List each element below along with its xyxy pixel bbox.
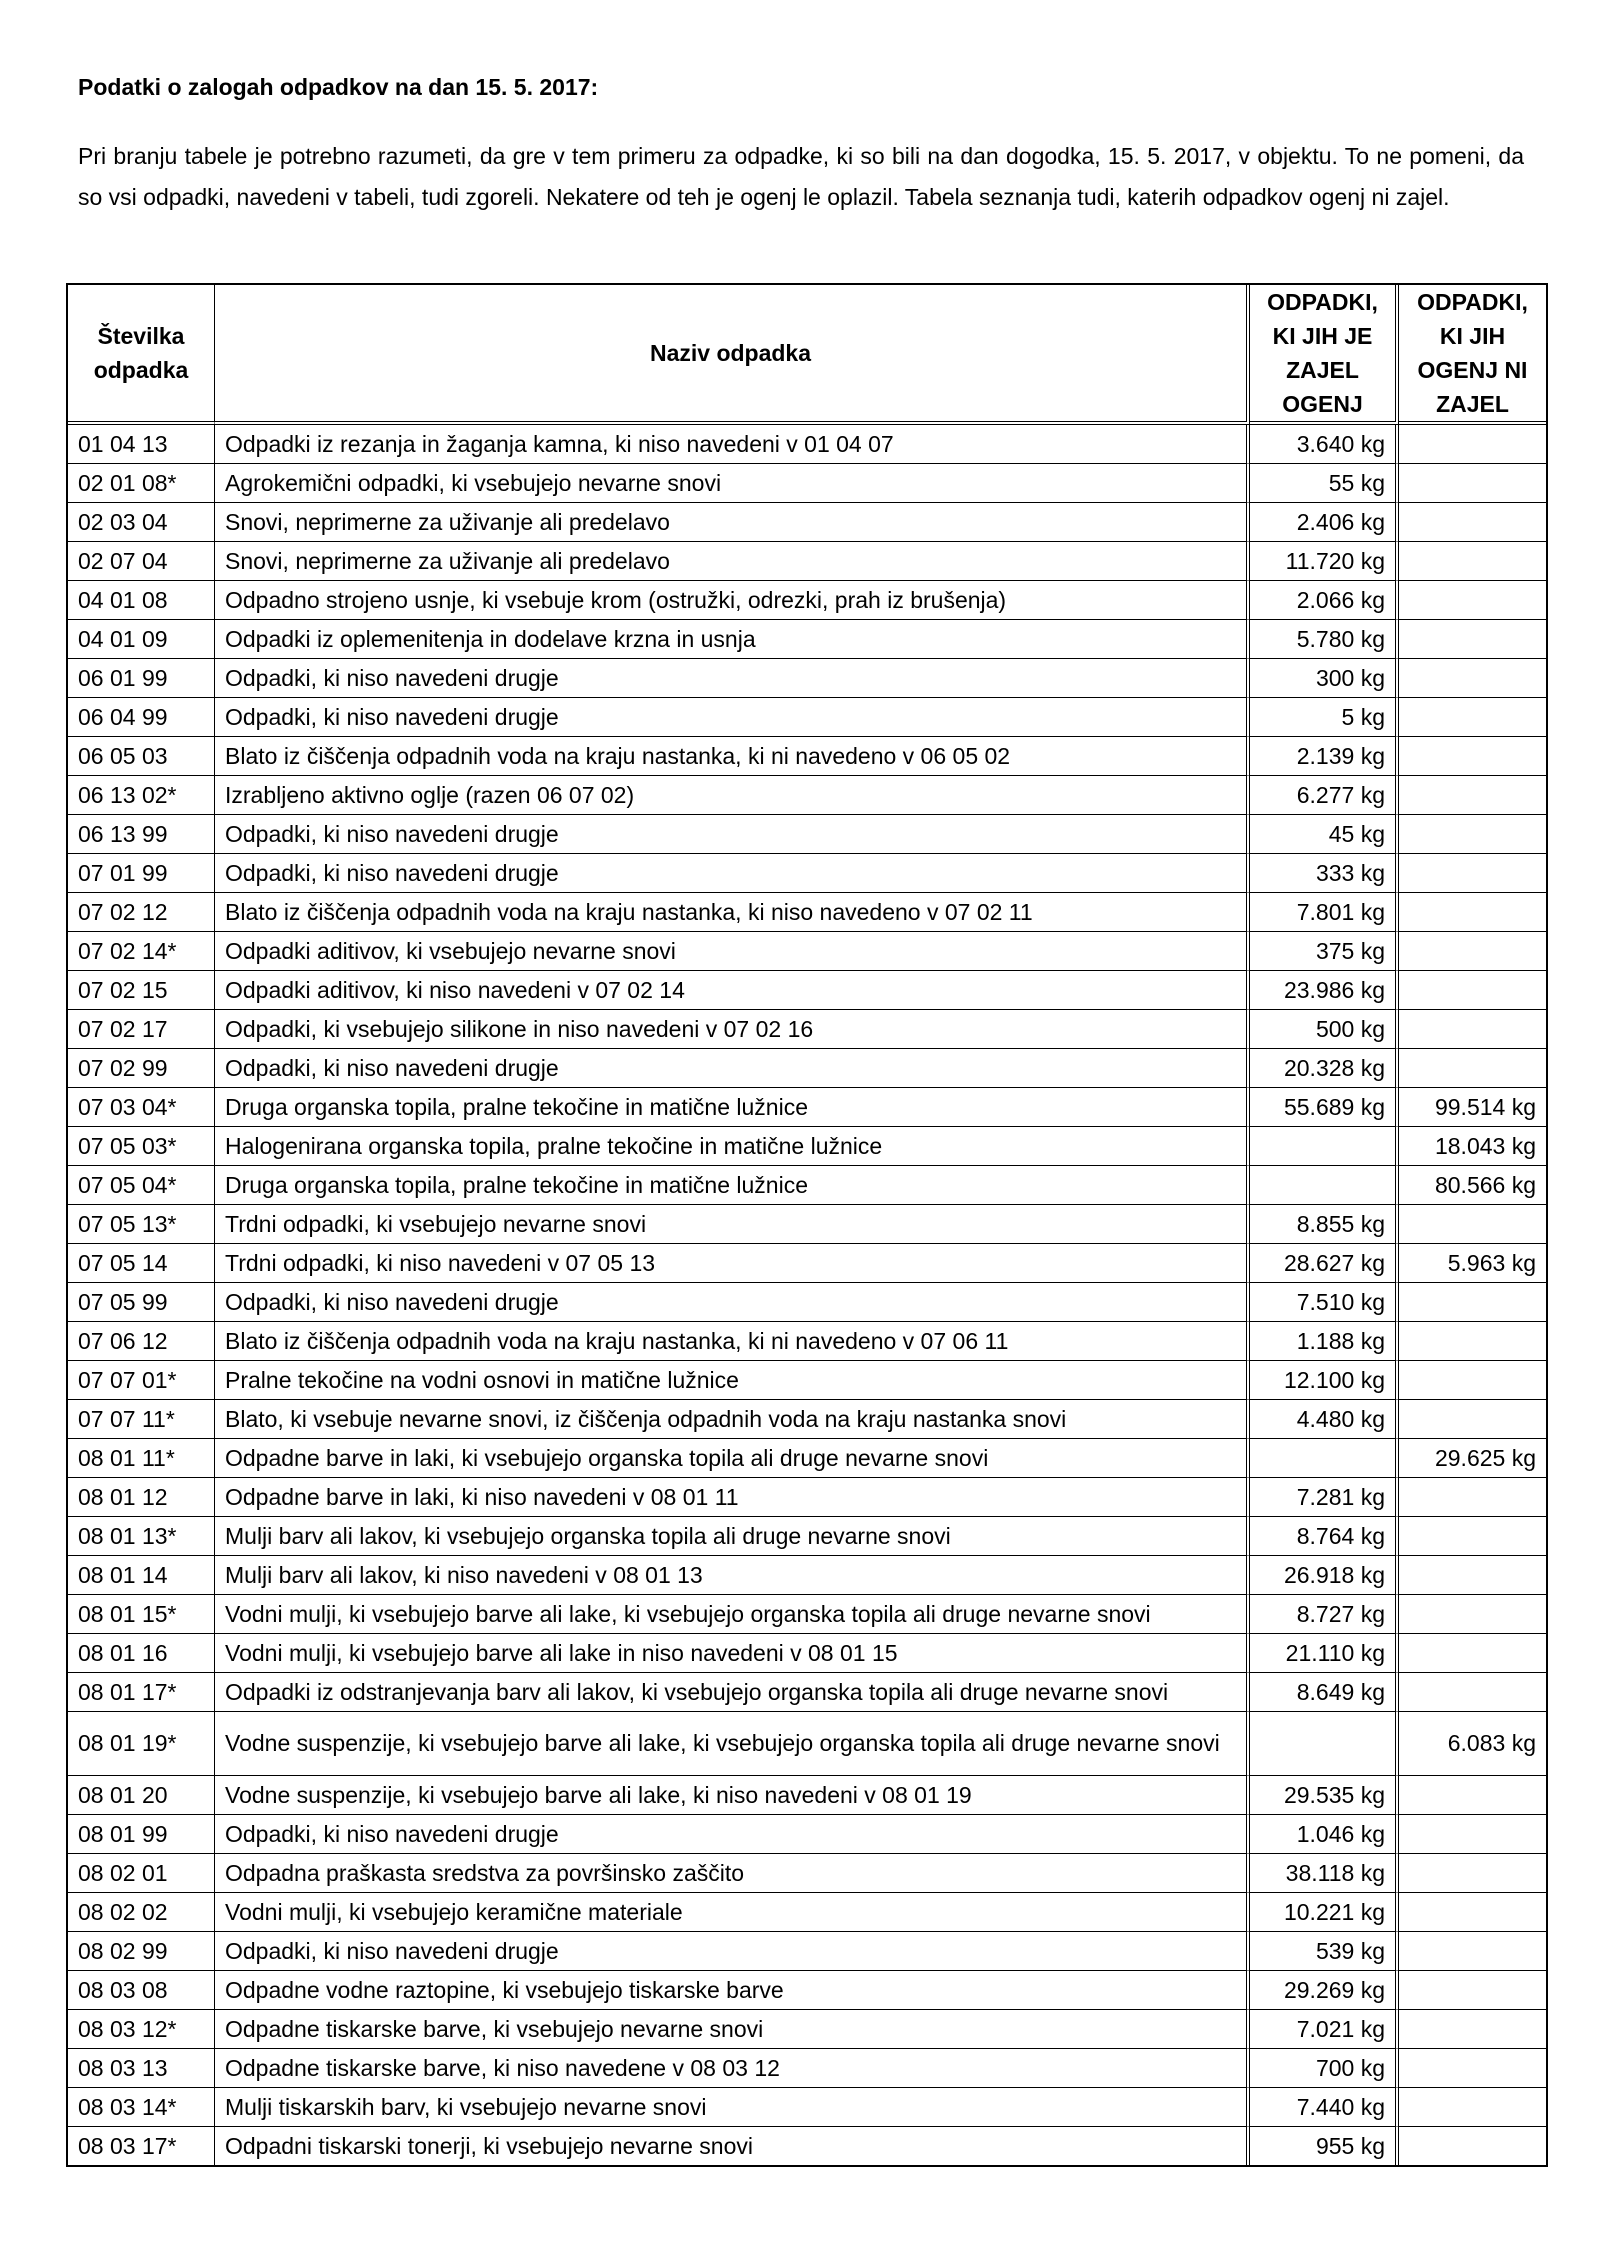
burned-amount-cell: 26.918 kg	[1250, 1556, 1399, 1595]
waste-code-cell: 07 01 99	[68, 854, 215, 893]
waste-code-cell: 08 03 08	[68, 1971, 215, 2010]
table-row	[68, 1088, 1546, 1127]
burned-amount-cell: 5 kg	[1250, 698, 1399, 737]
table-row	[68, 464, 1546, 503]
waste-code-cell: 08 01 15*	[68, 1595, 215, 1634]
header-waste-name: Naziv odpadka	[215, 285, 1250, 425]
waste-name-cell: Odpadki, ki niso navedeni drugje	[215, 815, 1250, 854]
waste-name-cell: Blato iz čiščenja odpadnih voda na kraju nastanka, ki niso navedeno v 07 02 11	[215, 893, 1250, 932]
table-row	[68, 698, 1546, 737]
table-row	[68, 1400, 1546, 1439]
table-row	[68, 1815, 1546, 1854]
waste-code-cell: 08 01 14	[68, 1556, 215, 1595]
burned-amount-cell: 7.281 kg	[1250, 1478, 1399, 1517]
waste-code-cell: 02 01 08*	[68, 464, 215, 503]
waste-name-cell: Blato iz čiščenja odpadnih voda na kraju nastanka, ki ni navedeno v 06 05 02	[215, 737, 1250, 776]
burned-amount-cell: 5.780 kg	[1250, 620, 1399, 659]
burned-amount-cell: 1.046 kg	[1250, 1815, 1399, 1854]
table-row	[68, 1517, 1546, 1556]
burned-amount-cell: 333 kg	[1250, 854, 1399, 893]
burned-amount-cell: 7.801 kg	[1250, 893, 1399, 932]
table-row	[68, 659, 1546, 698]
waste-name-cell: Blato, ki vsebuje nevarne snovi, iz čiščenja odpadnih voda na kraju nastanka snovi	[215, 1400, 1250, 1439]
table-row	[68, 2010, 1546, 2049]
waste-code-cell: 07 05 13*	[68, 1205, 215, 1244]
waste-code-cell: 08 01 19*	[68, 1712, 215, 1776]
unburned-amount-cell	[1399, 737, 1546, 776]
document-title: Podatki o zalogah odpadkov na dan 15. 5. 2017:	[78, 74, 599, 100]
table-row	[68, 1634, 1546, 1673]
burned-amount-cell: 2.139 kg	[1250, 737, 1399, 776]
table-row	[68, 1283, 1546, 1322]
waste-inventory-table	[66, 283, 1548, 2167]
waste-name-cell: Odpadki iz odstranjevanja barv ali lakov, ki vsebujejo organska topila ali druge nevarne snovi	[215, 1673, 1250, 1712]
unburned-amount-cell	[1399, 1932, 1546, 1971]
burned-amount-cell: 7.440 kg	[1250, 2088, 1399, 2127]
waste-name-cell: Odpadki iz rezanja in žaganja kamna, ki niso navedeni v 01 04 07	[215, 425, 1250, 464]
waste-name-cell: Snovi, neprimerne za uživanje ali predelavo	[215, 503, 1250, 542]
waste-code-cell: 04 01 08	[68, 581, 215, 620]
table-row	[68, 2088, 1546, 2127]
waste-name-cell: Mulji barv ali lakov, ki vsebujejo organska topila ali druge nevarne snovi	[215, 1517, 1250, 1556]
unburned-amount-cell	[1399, 854, 1546, 893]
table-row	[68, 737, 1546, 776]
unburned-amount-cell	[1399, 1205, 1546, 1244]
waste-code-cell: 07 06 12	[68, 1322, 215, 1361]
table-row	[68, 776, 1546, 815]
table-row	[68, 932, 1546, 971]
waste-code-cell: 08 02 02	[68, 1893, 215, 1932]
table-row	[68, 1712, 1546, 1776]
burned-amount-cell: 8.727 kg	[1250, 1595, 1399, 1634]
waste-code-cell: 07 05 99	[68, 1283, 215, 1322]
burned-amount-cell: 8.764 kg	[1250, 1517, 1399, 1556]
waste-name-cell: Odpadki, ki niso navedeni drugje	[215, 698, 1250, 737]
waste-name-cell: Odpadki aditivov, ki niso navedeni v 07 02 14	[215, 971, 1250, 1010]
burned-amount-cell	[1250, 1712, 1399, 1776]
table-row	[68, 620, 1546, 659]
unburned-amount-cell	[1399, 1556, 1546, 1595]
burned-amount-cell: 300 kg	[1250, 659, 1399, 698]
intro-paragraph: Pri branju tabele je potrebno razumeti, da gre v tem primeru za odpadke, ki so bili na dan dogodka, 15. 5. 2017, v objektu. To ne pomeni, da so vsi odpadki, navedeni v tabeli, tudi zgoreli. Nekatere od teh je ogenj le oplazil. Tabela seznanja tudi, katerih odpadkov ogenj ni zajel.	[78, 143, 1524, 210]
unburned-amount-cell	[1399, 971, 1546, 1010]
waste-name-cell: Odpadki, ki niso navedeni drugje	[215, 659, 1250, 698]
waste-code-cell: 07 03 04*	[68, 1088, 215, 1127]
waste-name-cell: Odpadki, ki niso navedeni drugje	[215, 1815, 1250, 1854]
unburned-amount-cell	[1399, 581, 1546, 620]
waste-name-cell: Odpadne barve in laki, ki niso navedeni v 08 01 11	[215, 1478, 1250, 1517]
waste-code-cell: 08 01 16	[68, 1634, 215, 1673]
waste-name-cell: Odpadne vodne raztopine, ki vsebujejo tiskarske barve	[215, 1971, 1250, 2010]
waste-code-cell: 02 03 04	[68, 503, 215, 542]
table-row	[68, 1049, 1546, 1088]
burned-amount-cell: 4.480 kg	[1250, 1400, 1399, 1439]
waste-name-cell: Odpadki aditivov, ki vsebujejo nevarne snovi	[215, 932, 1250, 971]
table-row	[68, 1439, 1546, 1478]
table-row	[68, 2127, 1546, 2165]
burned-amount-cell: 955 kg	[1250, 2127, 1399, 2165]
waste-code-cell: 08 03 13	[68, 2049, 215, 2088]
burned-amount-cell: 21.110 kg	[1250, 1634, 1399, 1673]
waste-code-cell: 06 13 02*	[68, 776, 215, 815]
burned-amount-cell: 10.221 kg	[1250, 1893, 1399, 1932]
burned-amount-cell: 55.689 kg	[1250, 1088, 1399, 1127]
unburned-amount-cell	[1399, 2049, 1546, 2088]
waste-name-cell: Blato iz čiščenja odpadnih voda na kraju nastanka, ki ni navedeno v 07 06 11	[215, 1322, 1250, 1361]
unburned-amount-cell: 99.514 kg	[1399, 1088, 1546, 1127]
waste-name-cell: Izrabljeno aktivno oglje (razen 06 07 02)	[215, 776, 1250, 815]
table-row	[68, 542, 1546, 581]
unburned-amount-cell	[1399, 2088, 1546, 2127]
waste-code-cell: 07 05 04*	[68, 1166, 215, 1205]
table-row	[68, 1556, 1546, 1595]
waste-code-cell: 06 05 03	[68, 737, 215, 776]
burned-amount-cell: 2.406 kg	[1250, 503, 1399, 542]
waste-code-cell: 07 02 17	[68, 1010, 215, 1049]
waste-code-cell: 07 02 14*	[68, 932, 215, 971]
table-header-row	[68, 285, 1546, 425]
unburned-amount-cell	[1399, 1854, 1546, 1893]
waste-code-cell: 06 13 99	[68, 815, 215, 854]
waste-code-cell: 08 02 01	[68, 1854, 215, 1893]
burned-amount-cell: 28.627 kg	[1250, 1244, 1399, 1283]
unburned-amount-cell: 6.083 kg	[1399, 1712, 1546, 1776]
waste-name-cell: Odpadni tiskarski tonerji, ki vsebujejo nevarne snovi	[215, 2127, 1250, 2165]
waste-name-cell: Mulji tiskarskih barv, ki vsebujejo nevarne snovi	[215, 2088, 1250, 2127]
unburned-amount-cell	[1399, 1478, 1546, 1517]
burned-amount-cell	[1250, 1166, 1399, 1205]
unburned-amount-cell	[1399, 1893, 1546, 1932]
header-unburned-waste: ODPADKI, KI JIH OGENJ NI ZAJEL	[1399, 285, 1546, 425]
table-body	[68, 425, 1546, 2165]
waste-code-cell: 04 01 09	[68, 620, 215, 659]
waste-name-cell: Agrokemični odpadki, ki vsebujejo nevarne snovi	[215, 464, 1250, 503]
unburned-amount-cell: 80.566 kg	[1399, 1166, 1546, 1205]
burned-amount-cell: 11.720 kg	[1250, 542, 1399, 581]
unburned-amount-cell	[1399, 932, 1546, 971]
unburned-amount-cell	[1399, 2010, 1546, 2049]
waste-code-cell: 02 07 04	[68, 542, 215, 581]
unburned-amount-cell	[1399, 776, 1546, 815]
burned-amount-cell: 45 kg	[1250, 815, 1399, 854]
unburned-amount-cell	[1399, 503, 1546, 542]
burned-amount-cell: 375 kg	[1250, 932, 1399, 971]
burned-amount-cell: 55 kg	[1250, 464, 1399, 503]
table-row	[68, 971, 1546, 1010]
unburned-amount-cell	[1399, 1815, 1546, 1854]
table-row	[68, 1776, 1546, 1815]
waste-name-cell: Odpadna praškasta sredstva za površinsko zaščito	[215, 1854, 1250, 1893]
unburned-amount-cell	[1399, 620, 1546, 659]
table-row	[68, 1166, 1546, 1205]
table-row	[68, 1361, 1546, 1400]
waste-name-cell: Vodni mulji, ki vsebujejo barve ali lake in niso navedeni v 08 01 15	[215, 1634, 1250, 1673]
unburned-amount-cell	[1399, 1400, 1546, 1439]
table-row	[68, 854, 1546, 893]
unburned-amount-cell	[1399, 1595, 1546, 1634]
burned-amount-cell	[1250, 1439, 1399, 1478]
burned-amount-cell: 2.066 kg	[1250, 581, 1399, 620]
unburned-amount-cell	[1399, 1776, 1546, 1815]
unburned-amount-cell	[1399, 1673, 1546, 1712]
unburned-amount-cell	[1399, 1361, 1546, 1400]
table-row	[68, 1971, 1546, 2010]
waste-name-cell: Halogenirana organska topila, pralne tekočine in matične lužnice	[215, 1127, 1250, 1166]
table-row	[68, 1127, 1546, 1166]
waste-name-cell: Druga organska topila, pralne tekočine in matične lužnice	[215, 1088, 1250, 1127]
unburned-amount-cell	[1399, 1283, 1546, 1322]
unburned-amount-cell	[1399, 815, 1546, 854]
burned-amount-cell: 8.649 kg	[1250, 1673, 1399, 1712]
waste-name-cell: Snovi, neprimerne za uživanje ali predelavo	[215, 542, 1250, 581]
unburned-amount-cell	[1399, 1517, 1546, 1556]
waste-name-cell: Odpadne barve in laki, ki vsebujejo organska topila ali druge nevarne snovi	[215, 1439, 1250, 1478]
burned-amount-cell: 1.188 kg	[1250, 1322, 1399, 1361]
table-row	[68, 1244, 1546, 1283]
burned-amount-cell: 29.269 kg	[1250, 1971, 1399, 2010]
waste-code-cell: 08 01 11*	[68, 1439, 215, 1478]
table-row	[68, 815, 1546, 854]
waste-name-cell: Odpadki, ki niso navedeni drugje	[215, 1049, 1250, 1088]
unburned-amount-cell	[1399, 893, 1546, 932]
burned-amount-cell	[1250, 1127, 1399, 1166]
table-row	[68, 581, 1546, 620]
burned-amount-cell: 500 kg	[1250, 1010, 1399, 1049]
waste-code-cell: 06 04 99	[68, 698, 215, 737]
waste-name-cell: Odpadne tiskarske barve, ki vsebujejo nevarne snovi	[215, 2010, 1250, 2049]
waste-code-cell: 08 03 17*	[68, 2127, 215, 2165]
waste-name-cell: Odpadki, ki niso navedeni drugje	[215, 854, 1250, 893]
waste-name-cell: Vodni mulji, ki vsebujejo barve ali lake, ki vsebujejo organska topila ali druge nevarne snovi	[215, 1595, 1250, 1634]
waste-code-cell: 07 07 11*	[68, 1400, 215, 1439]
waste-name-cell: Vodni mulji, ki vsebujejo keramične materiale	[215, 1893, 1250, 1932]
burned-amount-cell: 20.328 kg	[1250, 1049, 1399, 1088]
burned-amount-cell: 7.021 kg	[1250, 2010, 1399, 2049]
table-row	[68, 893, 1546, 932]
waste-code-cell: 08 01 20	[68, 1776, 215, 1815]
table-row	[68, 2049, 1546, 2088]
waste-name-cell: Pralne tekočine na vodni osnovi in matične lužnice	[215, 1361, 1250, 1400]
table-row	[68, 1595, 1546, 1634]
waste-code-cell: 07 02 15	[68, 971, 215, 1010]
waste-name-cell: Mulji barv ali lakov, ki niso navedeni v 08 01 13	[215, 1556, 1250, 1595]
unburned-amount-cell	[1399, 425, 1546, 464]
waste-code-cell: 08 01 13*	[68, 1517, 215, 1556]
unburned-amount-cell	[1399, 1634, 1546, 1673]
waste-code-cell: 08 01 17*	[68, 1673, 215, 1712]
unburned-amount-cell	[1399, 1971, 1546, 2010]
burned-amount-cell: 38.118 kg	[1250, 1854, 1399, 1893]
waste-name-cell: Odpadno strojeno usnje, ki vsebuje krom (ostružki, odrezki, prah iz brušenja)	[215, 581, 1250, 620]
unburned-amount-cell	[1399, 659, 1546, 698]
waste-name-cell: Odpadki, ki niso navedeni drugje	[215, 1283, 1250, 1322]
burned-amount-cell: 6.277 kg	[1250, 776, 1399, 815]
waste-code-cell: 08 02 99	[68, 1932, 215, 1971]
table-row	[68, 1854, 1546, 1893]
waste-name-cell: Vodne suspenzije, ki vsebujejo barve ali lake, ki niso navedeni v 08 01 19	[215, 1776, 1250, 1815]
table-row	[68, 1205, 1546, 1244]
waste-code-cell: 06 01 99	[68, 659, 215, 698]
table-row	[68, 1932, 1546, 1971]
waste-code-cell: 08 01 99	[68, 1815, 215, 1854]
table-row	[68, 503, 1546, 542]
waste-code-cell: 07 02 99	[68, 1049, 215, 1088]
header-burned-waste: ODPADKI, KI JIH JE ZAJEL OGENJ	[1250, 285, 1399, 425]
burned-amount-cell: 539 kg	[1250, 1932, 1399, 1971]
unburned-amount-cell: 5.963 kg	[1399, 1244, 1546, 1283]
table-row	[68, 1322, 1546, 1361]
unburned-amount-cell: 29.625 kg	[1399, 1439, 1546, 1478]
waste-code-cell: 07 07 01*	[68, 1361, 215, 1400]
waste-code-cell: 07 05 14	[68, 1244, 215, 1283]
waste-code-cell: 01 04 13	[68, 425, 215, 464]
waste-name-cell: Trdni odpadki, ki vsebujejo nevarne snovi	[215, 1205, 1250, 1244]
table-row	[68, 425, 1546, 464]
waste-name-cell: Odpadki iz oplemenitenja in dodelave krzna in usnja	[215, 620, 1250, 659]
waste-code-cell: 07 05 03*	[68, 1127, 215, 1166]
table-row	[68, 1673, 1546, 1712]
table-row	[68, 1478, 1546, 1517]
waste-name-cell: Odpadne tiskarske barve, ki niso navedene v 08 03 12	[215, 2049, 1250, 2088]
waste-name-cell: Druga organska topila, pralne tekočine in matične lužnice	[215, 1166, 1250, 1205]
unburned-amount-cell	[1399, 464, 1546, 503]
burned-amount-cell: 12.100 kg	[1250, 1361, 1399, 1400]
burned-amount-cell: 3.640 kg	[1250, 425, 1399, 464]
burned-amount-cell: 23.986 kg	[1250, 971, 1399, 1010]
waste-code-cell: 07 02 12	[68, 893, 215, 932]
burned-amount-cell: 29.535 kg	[1250, 1776, 1399, 1815]
burned-amount-cell: 7.510 kg	[1250, 1283, 1399, 1322]
unburned-amount-cell	[1399, 698, 1546, 737]
unburned-amount-cell	[1399, 542, 1546, 581]
waste-code-cell: 08 03 12*	[68, 2010, 215, 2049]
waste-name-cell: Odpadki, ki vsebujejo silikone in niso navedeni v 07 02 16	[215, 1010, 1250, 1049]
waste-code-cell: 08 01 12	[68, 1478, 215, 1517]
unburned-amount-cell	[1399, 2127, 1546, 2165]
table-row	[68, 1010, 1546, 1049]
waste-name-cell: Odpadki, ki niso navedeni drugje	[215, 1932, 1250, 1971]
waste-name-cell: Trdni odpadki, ki niso navedeni v 07 05 13	[215, 1244, 1250, 1283]
waste-code-cell: 08 03 14*	[68, 2088, 215, 2127]
table-row	[68, 1893, 1546, 1932]
unburned-amount-cell	[1399, 1049, 1546, 1088]
waste-name-cell: Vodne suspenzije, ki vsebujejo barve ali lake, ki vsebujejo organska topila ali druge nevarne snovi	[215, 1712, 1250, 1776]
unburned-amount-cell	[1399, 1010, 1546, 1049]
unburned-amount-cell: 18.043 kg	[1399, 1127, 1546, 1166]
burned-amount-cell: 700 kg	[1250, 2049, 1399, 2088]
burned-amount-cell: 8.855 kg	[1250, 1205, 1399, 1244]
unburned-amount-cell	[1399, 1322, 1546, 1361]
header-waste-code: Številka odpadka	[68, 285, 215, 425]
